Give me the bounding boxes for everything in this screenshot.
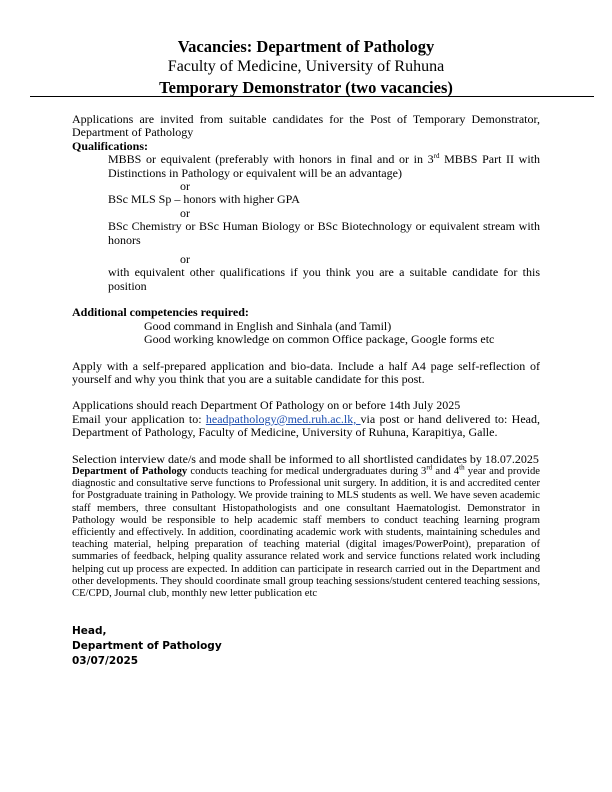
qualifications-heading: Qualifications: bbox=[72, 138, 149, 153]
or-separator: or bbox=[180, 205, 190, 220]
apply-paragraph: Apply with a self-prepared application and bio-data. Include a half A4 page self-reflection of yourself and why you think that you are a suitable candidate for this post. bbox=[72, 358, 540, 386]
email-suffix: via post or hand delivered to: Head, Department of Pathology, Faculty of Medicine, University of Ruhuna, Karapitiya, Galle. bbox=[72, 411, 540, 440]
document-body bbox=[72, 113, 540, 669]
qualification-bsc-mls: BSc MLS Sp – honors with higher GPA bbox=[108, 192, 300, 207]
email-link[interactable]: headpathology@med.ruh.ac.lk, bbox=[205, 411, 361, 426]
or-separator: or bbox=[180, 252, 190, 267]
faculty-subtitle: Faculty of Medicine, University of Ruhuna bbox=[167, 58, 445, 75]
q1-text-b: MBBS Part II with Distinctions in Pathology or equivalent will be an advantage) bbox=[108, 152, 541, 180]
description-sup2: th bbox=[459, 463, 465, 472]
description-part2: and 4 bbox=[432, 465, 460, 477]
position-title: Temporary Demonstrator (two vacancies) bbox=[159, 78, 453, 97]
qualification-equivalent: with equivalent other qualifications if you think you are a suitable candidate for this position bbox=[108, 265, 540, 293]
description-part1: conducts teaching for medical undergraduates during 3 bbox=[187, 465, 427, 477]
signature-department: Department of Pathology bbox=[72, 640, 222, 653]
competency-office: Good working knowledge on common Office package, Google forms etc bbox=[144, 332, 495, 347]
qualification-mbbs bbox=[108, 153, 540, 180]
or-separator: or bbox=[180, 179, 190, 194]
document-header bbox=[0, 37, 612, 98]
competencies-heading: Additional competencies required: bbox=[72, 305, 249, 320]
description-paragraph bbox=[72, 463, 541, 600]
intro-paragraph: Applications are invited from suitable candidates for the Post of Temporary Demonstrator, Department of Pathology bbox=[72, 112, 540, 140]
q1-sup: rd bbox=[433, 152, 440, 161]
description-sup1: rd bbox=[426, 463, 433, 472]
q1-text-a: MBBS or equivalent (preferably with honors in final and or in 3 bbox=[108, 152, 434, 167]
signature-date: 03/07/2025 bbox=[72, 655, 139, 668]
email-prefix: Email your application to: bbox=[72, 411, 206, 426]
qualification-bsc-other: BSc Chemistry or BSc Human Biology or BSc Biotechnology or equivalent stream with honors bbox=[108, 219, 540, 247]
email-paragraph bbox=[72, 413, 540, 440]
page-title: Vacancies: Department of Pathology bbox=[177, 37, 435, 56]
competency-language: Good command in English and Sinhala (and Tamil) bbox=[144, 318, 392, 333]
description-lead: Department of Pathology bbox=[72, 465, 188, 477]
signature-block bbox=[72, 624, 540, 669]
deadline-paragraph: Applications should reach Department Of Pathology on or before 14th July 2025 bbox=[72, 398, 461, 413]
header-divider bbox=[30, 96, 594, 97]
signature-title: Head, bbox=[72, 625, 107, 638]
interview-paragraph: Selection interview date/s and mode shall be informed to all shortlisted candidates by 18.07.2025 bbox=[72, 451, 539, 466]
description-part3: year and provide diagnostic and consultative serve functions to Professional unit surgery. In addition, it is and accredited center for Postgraduate training in Pathology. We provide training to MLS students as well. We have seven academic staff members, three consultant Histopathologists and one consultant Haematologist. Demonstrator in Pathology would be responsible to help academic staff members to conduct teaching learning program efficiently and effectively. In addition, coordinating academic work with students, maintaining schedules and teaching material, helping preparation of teaching material (digital images/PowerPoint), preparation of summaries of feedback, helping quality assurance related work and service functions related work including helping cut up process are expected. In addition can participate in research carried out in the Department and other developments. They should coordinate small group teaching sessions/student centered teaching sessions, CE/CPD, Journal club, monthly new letter publication etc bbox=[72, 465, 541, 599]
